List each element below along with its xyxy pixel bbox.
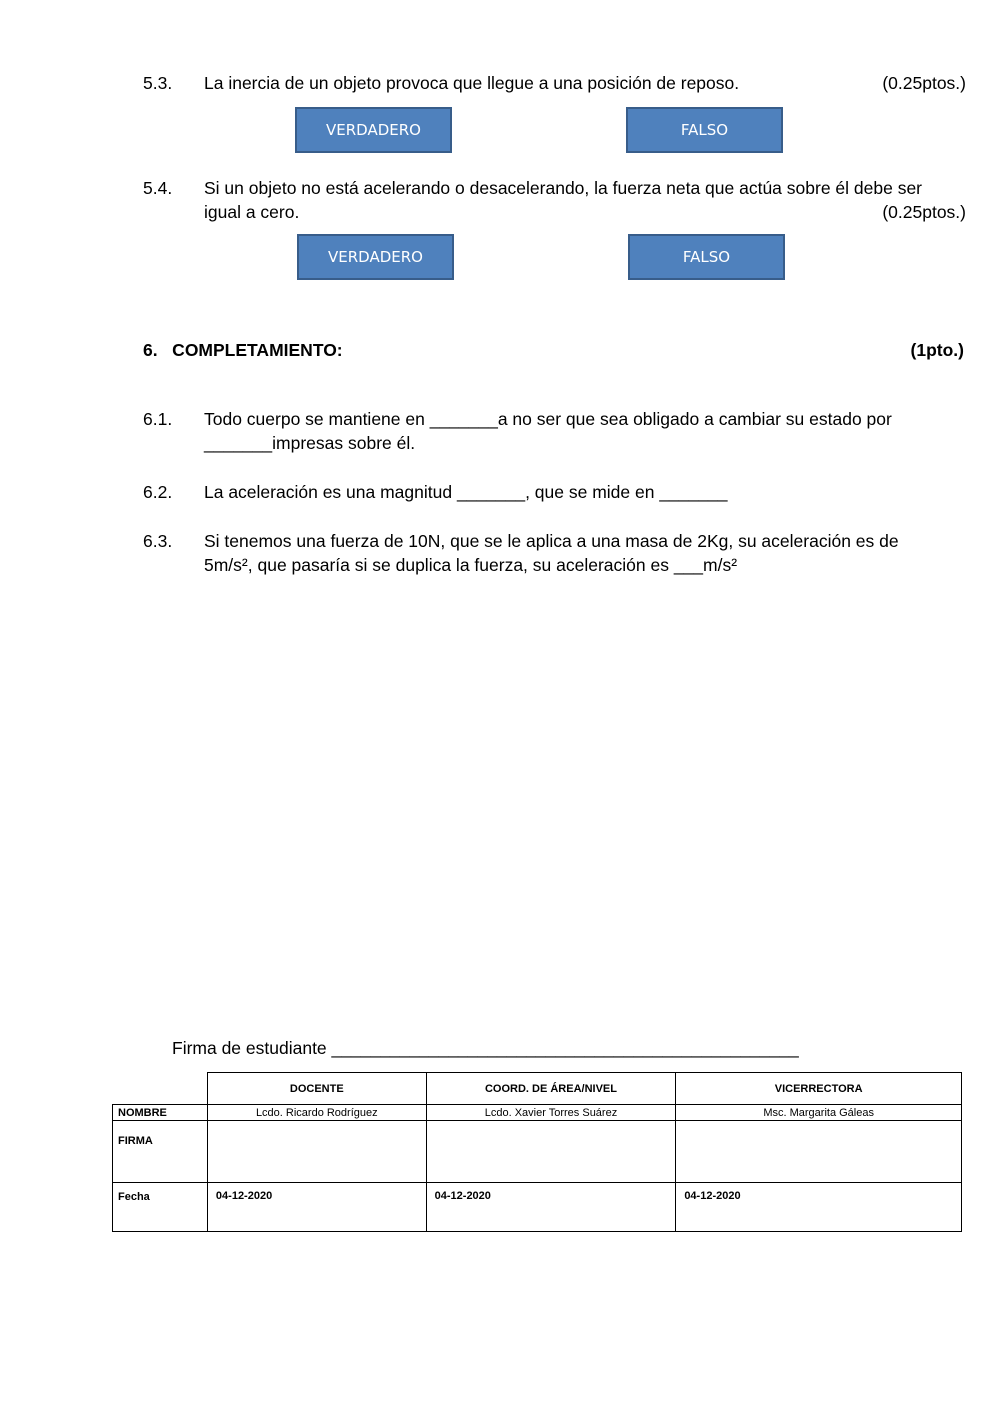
q63-line1: Si tenemos una fuerza de 10N, que se le aplica a una masa de 2Kg, su aceleración es de xyxy=(204,531,899,551)
section6-points: (1pto.) xyxy=(910,340,964,360)
header-vicerrectora: VICERRECTORA xyxy=(676,1073,962,1105)
date-vicerrectora: 04-12-2020 xyxy=(676,1183,962,1232)
table-row xyxy=(113,1105,962,1121)
q54-line2: igual a cero. xyxy=(204,202,300,222)
section6-title: 6. COMPLETAMIENTO: xyxy=(143,340,343,360)
student-signature-line: Firma de estudiante ________________________________________________ xyxy=(172,1038,799,1058)
q62-number: 6.2. xyxy=(143,482,173,502)
name-vicerrectora: Msc. Margarita Gáleas xyxy=(676,1105,962,1121)
firma-vicerrectora xyxy=(676,1121,962,1183)
row-label-fecha: Fecha xyxy=(113,1183,208,1232)
row-label-nombre: NOMBRE xyxy=(113,1105,208,1121)
firma-docente xyxy=(207,1121,426,1183)
table-row xyxy=(113,1183,962,1232)
q53-points: (0.25ptos.) xyxy=(882,73,966,93)
q54-false-button[interactable]: FALSO xyxy=(628,234,785,280)
q61-number: 6.1. xyxy=(143,409,173,429)
header-coord: COORD. DE ÁREA/NIVEL xyxy=(426,1073,676,1105)
name-docente: Lcdo. Ricardo Rodríguez xyxy=(207,1105,426,1121)
date-docente: 04-12-2020 xyxy=(207,1183,426,1232)
table-corner xyxy=(113,1073,208,1105)
signatures-table xyxy=(112,1072,962,1232)
row-label-firma: FIRMA xyxy=(113,1121,208,1183)
date-coord: 04-12-2020 xyxy=(426,1183,676,1232)
name-coord: Lcdo. Xavier Torres Suárez xyxy=(426,1105,676,1121)
q61-line1: Todo cuerpo se mantiene en _______a no ser que sea obligado a cambiar su estado por xyxy=(204,409,892,429)
firma-coord xyxy=(426,1121,676,1183)
q54-line1: Si un objeto no está acelerando o desacelerando, la fuerza neta que actúa sobre él debe ser xyxy=(204,178,923,198)
q54-number: 5.4. xyxy=(143,178,173,198)
q53-false-button[interactable]: FALSO xyxy=(626,107,783,153)
q63-number: 6.3. xyxy=(143,531,173,551)
table-row xyxy=(113,1121,962,1183)
q53-number: 5.3. xyxy=(143,73,173,93)
q62-text: La aceleración es una magnitud _______, que se mide en _______ xyxy=(204,482,728,502)
header-docente: DOCENTE xyxy=(207,1073,426,1105)
q63-line2: 5m/s², que pasaría si se duplica la fuerza, su aceleración es ___m/s² xyxy=(204,555,738,575)
q61-line2: _______impresas sobre él. xyxy=(204,433,416,453)
table-header-row xyxy=(113,1073,962,1105)
q53-true-button[interactable]: VERDADERO xyxy=(295,107,452,153)
q53-text: La inercia de un objeto provoca que llegue a una posición de reposo. xyxy=(204,73,740,93)
q54-true-button[interactable]: VERDADERO xyxy=(297,234,454,280)
q54-points: (0.25ptos.) xyxy=(882,202,966,222)
